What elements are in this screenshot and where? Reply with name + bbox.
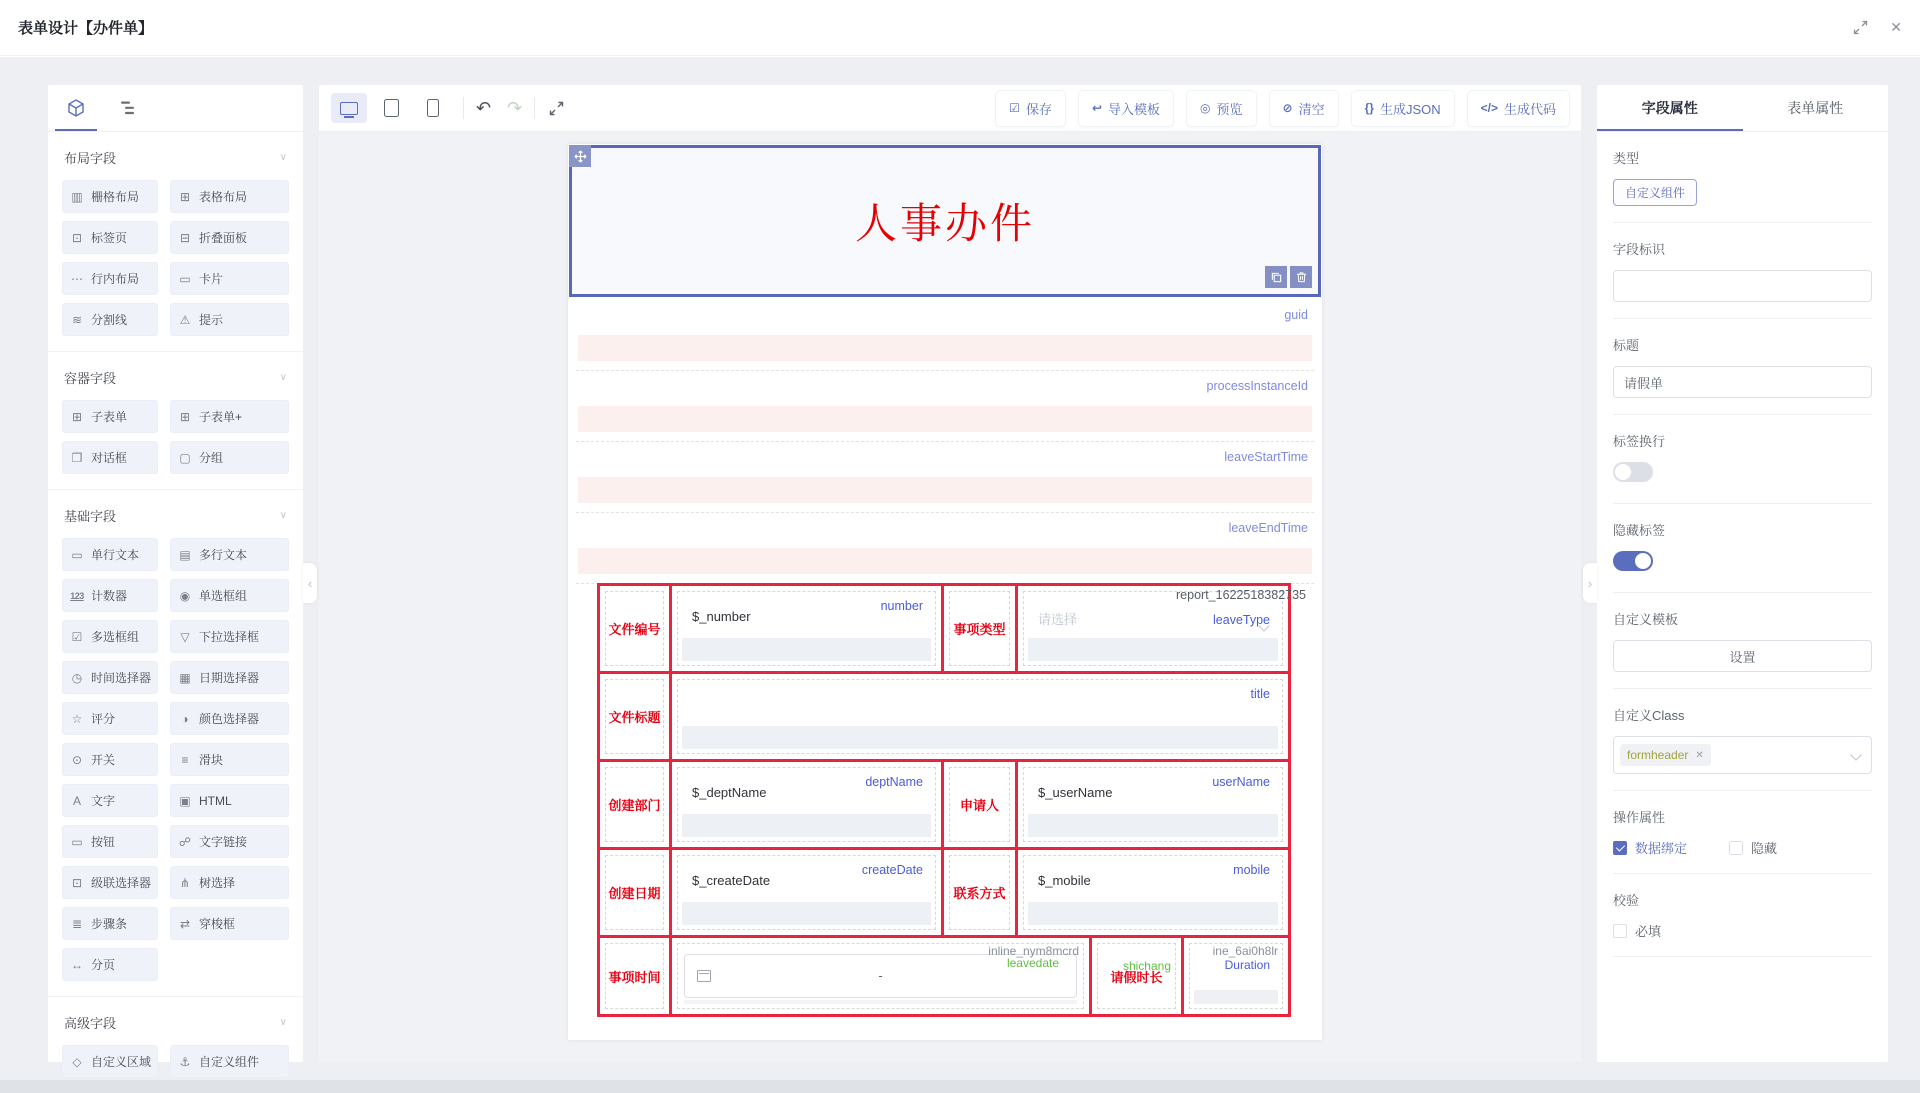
widget-item[interactable] [170, 702, 289, 735]
field-id-label: 字段标识 [1613, 242, 1666, 257]
checkbox-group-icon: ☑ [71, 629, 83, 644]
widget-panel [48, 85, 303, 1069]
hidden-field-input[interactable] [578, 477, 1312, 503]
button-icon: ▭ [71, 834, 83, 849]
divider-icon: ≋ [71, 312, 83, 327]
widget-item[interactable] [170, 825, 289, 858]
checkbox-label: 必填 [1635, 924, 1662, 939]
widget-item[interactable] [62, 180, 158, 213]
widget-item[interactable] [62, 1045, 158, 1078]
steps-icon: ≣ [71, 916, 83, 931]
cell-label-text: 事项时间 [608, 969, 661, 985]
hide-label-toggle[interactable] [1613, 551, 1653, 571]
phone-device-icon-shape [427, 99, 439, 117]
widget-item[interactable] [62, 262, 158, 295]
widget-item-label: 卡片 [199, 272, 224, 286]
button-label: 预览 [1216, 101, 1243, 117]
time-picker-icon: ◷ [71, 670, 83, 685]
widget-item[interactable] [170, 743, 289, 776]
widget-item-label: 单选框组 [199, 589, 248, 603]
widget-item[interactable] [62, 579, 158, 612]
properties-panel [1597, 85, 1888, 1062]
checkbox-icon [1613, 924, 1627, 938]
input-value: $_deptName [692, 785, 767, 800]
label-wrap-label: 标签换行 [1613, 434, 1666, 449]
daterange-separator: - [878, 968, 883, 983]
remove-tag-icon[interactable]: ✕ [1695, 749, 1704, 761]
hidden-checkbox[interactable] [1729, 838, 1777, 857]
widget-item-label: 表格布局 [199, 190, 248, 204]
input-value: $_userName [1038, 785, 1113, 800]
checkbox-label: 隐藏 [1751, 841, 1778, 856]
select-icon: ▽ [180, 629, 190, 644]
widget-item[interactable] [62, 661, 158, 694]
table-cell-daterange[interactable] [672, 938, 1092, 1014]
widget-item[interactable] [62, 948, 158, 981]
widget-item-label: 提示 [199, 313, 224, 327]
button-label: 清空 [1298, 101, 1325, 117]
cell-label-text: 申请人 [959, 798, 999, 813]
cell-label-text: 事项类型 [953, 622, 1006, 637]
transfer-icon: ⇄ [179, 916, 191, 931]
table-cell-label[interactable] [600, 938, 672, 1014]
import-template-icon: ↩ [1091, 101, 1103, 115]
widget-item-label: 分割线 [91, 313, 128, 327]
widget-item-label: 开关 [91, 753, 116, 767]
widget-item-label: 计数器 [91, 589, 128, 603]
cell-label-text: 联系方式 [953, 886, 1006, 901]
chevron-down-icon: ∨ [279, 372, 287, 383]
sidebar-section-header[interactable] [62, 1011, 289, 1032]
chevron-down-icon: ∨ [279, 1017, 287, 1028]
hidden-field-input[interactable] [578, 335, 1312, 361]
alert-icon: ⚠ [179, 312, 191, 327]
section-title: 布局字段 [64, 151, 117, 166]
date-picker-icon: ▦ [179, 670, 191, 685]
group-icon: ▢ [179, 450, 191, 465]
table-row [600, 938, 1288, 1014]
checkbox-icon [1613, 841, 1627, 855]
widget-item[interactable] [62, 825, 158, 858]
widget-item[interactable] [62, 743, 158, 776]
widget-item[interactable] [170, 907, 289, 940]
rate-icon: ☆ [71, 711, 83, 726]
sidebar-section-header[interactable] [62, 146, 289, 167]
generate-code-button[interactable] [1468, 91, 1569, 126]
table-cell-input[interactable] [672, 850, 944, 935]
widget-item-label: 级联选择器 [91, 876, 152, 890]
desktop-device-icon-shape [340, 102, 358, 115]
widget-item-label: 分组 [199, 451, 224, 465]
field-id-label: leavedate [1006, 956, 1059, 970]
table-cell-label[interactable] [944, 850, 1018, 935]
button-label: 生成JSON [1379, 101, 1441, 117]
section-title: 容器字段 [64, 371, 117, 386]
generate-json-icon: {} [1364, 101, 1374, 115]
widget-item-label: 对话框 [91, 451, 128, 465]
workspace [0, 57, 1920, 1080]
table-cell-label[interactable] [1092, 938, 1184, 1014]
window-resize-icon[interactable] [1853, 20, 1868, 35]
button-label: 保存 [1025, 101, 1052, 117]
table-layout-icon: ⊞ [179, 189, 191, 204]
table-cell-label[interactable] [600, 586, 672, 671]
widget-item-label: 行内布局 [91, 272, 140, 286]
field-id-label: userName [1212, 775, 1270, 789]
collapse-left-panel-icon[interactable]: ‹ [303, 563, 317, 603]
hidden-field-component[interactable] [576, 442, 1314, 513]
title-input[interactable] [1613, 366, 1872, 398]
pagination-icon: ↔ [71, 957, 83, 972]
subform-id-label: report_1622518382735 [1176, 588, 1306, 602]
widget-item-label: 按钮 [91, 835, 116, 849]
field-id-label: number [880, 599, 923, 613]
custom-component-icon: ⚓ [179, 1054, 191, 1069]
widget-item[interactable] [170, 579, 289, 612]
field-id-label: leaveEndTime [1228, 521, 1308, 535]
component-id-label: ine_6ai0h8lr [1212, 944, 1278, 958]
table-row [600, 762, 1288, 850]
color-picker-icon: ◑ [181, 711, 189, 726]
preview-button[interactable] [1187, 91, 1256, 126]
widget-item[interactable] [170, 303, 289, 336]
cascader-icon: ⊡ [71, 875, 83, 890]
field-id-label: shichang [1122, 959, 1171, 973]
widget-item-label: 多选框组 [91, 630, 140, 644]
design-canvas [319, 132, 1581, 1062]
validate-label: 校验 [1613, 893, 1640, 908]
field-id-label: leaveType [1213, 613, 1270, 627]
widget-item-label: 子表单 [91, 410, 128, 424]
table-row [600, 674, 1288, 762]
input-box[interactable] [682, 596, 931, 638]
chevron-down-icon: ∨ [279, 152, 287, 163]
widget-item-label: 树选择 [199, 876, 236, 890]
dialog-icon: ❐ [71, 450, 83, 465]
table-cell-input[interactable] [1018, 762, 1288, 847]
custom-template-setting-button[interactable]: 设置 [1613, 640, 1872, 672]
input-value: $_number [692, 609, 751, 624]
type-label: 类型 [1613, 151, 1640, 166]
radio-group-icon: ◉ [179, 588, 191, 603]
widget-item-label: 日期选择器 [199, 671, 260, 685]
table-cell-input[interactable] [672, 674, 1288, 759]
table-row [600, 850, 1288, 938]
designer-toolbar [319, 85, 1581, 132]
widget-item[interactable] [170, 441, 289, 474]
input-box[interactable] [1028, 772, 1278, 814]
single-line-text-icon: ▭ [71, 547, 83, 562]
sidebar-section [48, 997, 303, 1093]
field-id-label: deptName [865, 775, 923, 789]
field-id-label: createDate [861, 863, 923, 877]
form-title-text: 人事办件 [854, 200, 1035, 247]
input-box[interactable] [682, 772, 931, 814]
table-cell-duration[interactable] [1184, 938, 1288, 1014]
widget-item-label: 多行文本 [199, 548, 248, 562]
phone-device-icon[interactable] [415, 93, 451, 123]
widget-item-label: 单行文本 [91, 548, 140, 562]
widget-item[interactable] [62, 400, 158, 433]
tab-field-properties[interactable]: 字段属性 [1597, 85, 1743, 131]
card-icon: ▭ [179, 271, 191, 286]
table-cell-input[interactable] [672, 586, 944, 671]
table-cell-label[interactable] [944, 586, 1018, 671]
copy-component-icon[interactable] [1265, 266, 1287, 288]
chevron-down-icon: ∨ [279, 510, 287, 521]
redo-icon[interactable]: ↷ [507, 98, 523, 118]
collapse-right-panel-icon[interactable]: › [1583, 563, 1597, 603]
titlebar [0, 0, 1920, 56]
input-box[interactable] [1028, 860, 1278, 902]
tabs-page-icon: ⊡ [71, 230, 83, 245]
operation-props-label: 操作属性 [1613, 810, 1666, 825]
designer-center-panel [319, 85, 1581, 1062]
widget-item[interactable] [62, 620, 158, 653]
properties-body [1597, 132, 1888, 1062]
window-title: 表单设计【办件单】 [18, 20, 154, 37]
widget-item[interactable] [62, 221, 158, 254]
widget-item-label: 评分 [91, 712, 116, 726]
widget-item-label: 颜色选择器 [199, 712, 260, 726]
widget-item[interactable] [170, 180, 289, 213]
generate-json-button[interactable] [1352, 91, 1454, 126]
form-header-component[interactable] [569, 145, 1321, 297]
component-actions [1265, 266, 1312, 288]
text-link-icon: ☍ [178, 834, 192, 849]
hidden-field-component[interactable] [576, 300, 1314, 371]
form-page[interactable] [568, 144, 1322, 1040]
widget-item[interactable] [62, 538, 158, 571]
input-box[interactable] [682, 684, 1278, 726]
import-template-button[interactable] [1079, 91, 1173, 126]
widget-item[interactable] [170, 784, 289, 817]
widget-item-label: 分页 [91, 958, 116, 972]
checkbox-label: 数据绑定 [1635, 841, 1688, 856]
tree-select-icon: ⋔ [179, 875, 191, 890]
widget-item[interactable] [170, 620, 289, 653]
label-wrap-toggle[interactable] [1613, 462, 1653, 482]
sidebar-section-header[interactable] [62, 504, 289, 525]
hidden-field-component[interactable] [576, 513, 1314, 584]
widget-item[interactable] [170, 400, 289, 433]
widget-item[interactable] [170, 661, 289, 694]
toolbar-divider [534, 97, 535, 119]
widget-item[interactable] [170, 262, 289, 295]
section-title: 高级字段 [64, 1016, 117, 1031]
widget-item-label: 时间选择器 [91, 671, 152, 685]
toolbar-divider [463, 97, 464, 119]
field-id-label: Duration [1224, 958, 1270, 972]
widget-item-label: 文字链接 [199, 835, 248, 849]
grid-layout-icon: ▥ [71, 189, 83, 204]
widget-item[interactable] [170, 221, 289, 254]
cell-label-text: 文件标题 [608, 710, 661, 725]
sidebar-section [48, 132, 303, 352]
widget-item-label: 栅格布局 [91, 190, 140, 204]
hidden-field-component[interactable] [576, 371, 1314, 442]
desktop-device-icon[interactable] [331, 93, 367, 123]
widget-item-label: 折叠面板 [199, 231, 248, 245]
widget-item-label: 自定义组件 [199, 1055, 260, 1069]
input-box[interactable] [682, 860, 931, 902]
collapse-panel-icon: ⊟ [179, 230, 191, 245]
clear-button[interactable] [1270, 91, 1338, 126]
widget-item-label: 文字 [91, 794, 116, 808]
text-icon: A [72, 793, 81, 808]
table-cell-label[interactable] [600, 850, 672, 935]
properties-tabs [1597, 85, 1888, 132]
component-id-label: inline_nym8mcrd [988, 944, 1079, 958]
widget-item[interactable] [62, 866, 158, 899]
input-value: $_createDate [692, 873, 771, 888]
type-tag[interactable]: 自定义组件 [1613, 179, 1697, 206]
switch-icon: ⊙ [71, 752, 83, 767]
select-box[interactable] [1028, 596, 1278, 638]
field-id-label: leaveStartTime [1224, 450, 1308, 464]
table-cell-label[interactable] [600, 762, 672, 847]
slider-icon: ≡ [181, 752, 189, 767]
fullscreen-icon[interactable] [549, 101, 564, 116]
toolbar-actions [996, 85, 1569, 131]
input-value: $_mobile [1038, 873, 1091, 888]
widget-item-label: 自定义区域 [91, 1055, 152, 1069]
counter-icon: 123 [70, 590, 84, 601]
subform-icon: ⊞ [71, 409, 83, 424]
button-label: 生成代码 [1503, 101, 1556, 117]
table-cell-label[interactable] [944, 762, 1018, 847]
widget-item[interactable] [170, 866, 289, 899]
tablet-device-icon-shape [384, 99, 399, 117]
undo-icon[interactable]: ↶ [476, 98, 492, 118]
field-id-input[interactable] [1613, 270, 1872, 302]
hidden-field-input[interactable] [578, 406, 1312, 432]
class-tag-text: formheader [1627, 748, 1689, 762]
device-toggle-group [331, 93, 451, 123]
tab-components-cube-icon[interactable] [66, 85, 86, 131]
tablet-device-icon[interactable] [373, 93, 409, 123]
window-close-icon[interactable]: ✕ [1890, 19, 1902, 35]
tab-form-properties[interactable]: 表单属性 [1787, 100, 1844, 116]
generate-code-icon: </> [1480, 101, 1498, 115]
widget-item-label: 子表单+ [199, 410, 243, 424]
select-placeholder: 请选择 [1038, 612, 1078, 627]
form-table-component[interactable] [597, 583, 1291, 1017]
save-button[interactable] [996, 91, 1065, 126]
title-label: 标题 [1613, 338, 1640, 353]
checkbox-icon [1729, 841, 1743, 855]
section-title: 基础字段 [64, 509, 117, 524]
cell-label-text: 创建日期 [608, 886, 661, 901]
clear-brush-icon: ⊘ [1282, 101, 1293, 115]
sidebar-section [48, 352, 303, 490]
hide-label-label: 隐藏标签 [1613, 523, 1666, 538]
widget-item[interactable] [170, 1045, 289, 1078]
tab-outline-list-icon[interactable] [120, 85, 138, 131]
widget-item[interactable] [62, 907, 158, 940]
required-checkbox[interactable] [1613, 921, 1872, 940]
field-id-label: mobile [1233, 863, 1270, 877]
field-id-label: processInstanceId [1206, 379, 1308, 393]
field-id-label: title [1250, 687, 1270, 701]
widget-item-label: 标签页 [91, 231, 128, 245]
widget-item-label: 步骤条 [91, 917, 128, 931]
widget-sections [48, 132, 303, 1069]
preview-eye-icon: ◎ [1200, 101, 1211, 115]
html-icon: ▣ [179, 793, 191, 808]
sidebar-section [48, 490, 303, 997]
widget-item-label: 穿梭框 [199, 917, 236, 931]
save-icon: ☑ [1009, 101, 1020, 115]
cell-label-text: 文件编号 [608, 622, 661, 637]
multiline-text-icon: ▤ [179, 547, 191, 562]
chevron-down-icon [1850, 749, 1861, 760]
delete-component-icon[interactable] [1290, 266, 1312, 288]
widget-item[interactable] [62, 303, 158, 336]
custom-class-select[interactable] [1613, 736, 1872, 774]
hidden-field-input[interactable] [578, 548, 1312, 574]
sidebar-section-header[interactable] [62, 366, 289, 387]
button-label: 导入模板 [1108, 101, 1161, 117]
widget-item[interactable] [62, 784, 158, 817]
data-binding-checkbox[interactable] [1613, 838, 1687, 857]
widget-panel-tabs [48, 85, 303, 132]
inline-layout-icon: ⋯ [71, 271, 83, 286]
widget-item-label: 下拉选择框 [199, 630, 260, 644]
cell-label-text: 创建部门 [608, 798, 661, 813]
custom-template-label: 自定义模板 [1613, 612, 1679, 627]
widget-item-label: HTML [199, 793, 232, 808]
subform-plus-icon: ⊞ [179, 409, 191, 424]
widget-item[interactable] [62, 702, 158, 735]
widget-item-label: 滑块 [199, 753, 224, 767]
table-cell-input[interactable] [672, 762, 944, 847]
field-id-label: guid [1284, 308, 1308, 322]
custom-area-icon: ◇ [72, 1054, 82, 1069]
cell-label-text: 请假时长 [1110, 969, 1163, 985]
hidden-field-rows [576, 300, 1314, 584]
table-cell-input[interactable] [1018, 850, 1288, 935]
custom-class-label: 自定义Class [1613, 708, 1685, 723]
widget-item[interactable] [170, 538, 289, 571]
widget-item[interactable] [62, 441, 158, 474]
class-tag [1620, 744, 1711, 766]
table-cell-label[interactable] [600, 674, 672, 759]
